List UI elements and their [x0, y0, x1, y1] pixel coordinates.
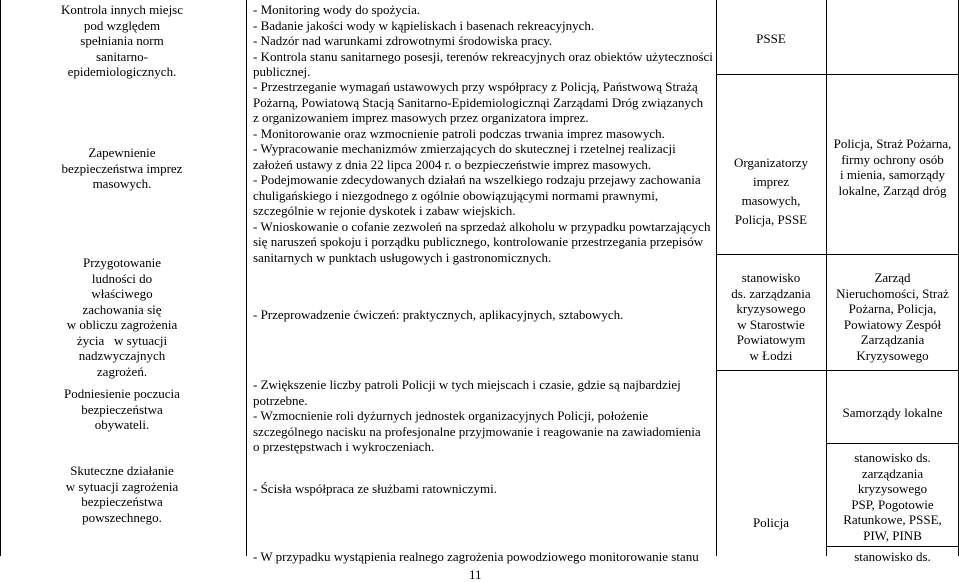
text-line: szczególnie w rejonie dyskotek i zabaw wiejskich.	[253, 203, 516, 218]
text-line: Samorządy lokalne	[842, 405, 943, 420]
text-line: Pożarna, Policja,	[848, 301, 937, 316]
table-border	[716, 254, 959, 255]
text-line: publicznej.	[253, 64, 311, 79]
text-line: Przygotowanie	[83, 255, 161, 270]
text-line: PSSE	[756, 31, 786, 46]
tasks-flood-monitoring	[253, 549, 713, 565]
text-line: Policja	[752, 515, 790, 530]
text-line: - Kontrola stanu sanitarnego posesji, terenów rekreacyjnych oraz obiektów użyteczności	[253, 48, 713, 64]
text-line: - Wnioskowanie o cofanie zezwoleń na sprzedaż alkoholu w przypadku powtarzających	[253, 218, 711, 234]
goal-citizen-safety	[2, 386, 242, 433]
text-line: właściwego	[91, 286, 153, 301]
text-line: kryzysowego	[736, 301, 806, 316]
text-line: o przestępstwach i wykroczeniach.	[253, 439, 435, 454]
partners-flood	[827, 549, 958, 565]
text-line: obywateli.	[94, 417, 150, 432]
text-line: Ratunkowe, PSSE,	[843, 512, 942, 527]
text-line: - Nadzór nad warunkami zdrowotnymi środowiska pracy.	[253, 33, 553, 48]
partners-patrols	[827, 405, 958, 421]
text-line: Nieruchomości, Straż	[836, 285, 949, 301]
text-line: pod względem	[83, 17, 161, 33]
partners-exercises	[827, 270, 958, 363]
text-line: Kryzysowego	[856, 347, 929, 363]
text-line: - Wypracowanie mechanizmów zmierzających do skutecznej i rzetelnej realizacji	[253, 141, 676, 156]
text-line: w sytuacji zagrożenia	[65, 478, 179, 494]
text-line: masowych.	[92, 176, 152, 191]
tasks-sanitary	[253, 2, 713, 80]
text-line: chuligańskiego i niezgodnego z ogólnie obowiązującymi normami prawnymi,	[253, 187, 659, 203]
text-line: - Przestrzeganie wymagań ustawowych przy współpracy z Policją, Państwową Strażą	[253, 79, 698, 94]
tasks-rescue-cooperation	[253, 481, 713, 497]
partners-mass-events	[827, 136, 958, 198]
text-line: powszechnego.	[82, 509, 162, 525]
text-line: firmy ochrony osób	[841, 151, 944, 167]
text-line: bezpieczeństwa imprez	[61, 160, 183, 176]
text-line: stanowisko ds.	[854, 450, 931, 465]
text-line: imprez	[752, 174, 790, 189]
text-line: w obliczu zagrożenia	[66, 317, 178, 332]
text-line: nadzwyczajnych	[78, 348, 166, 363]
text-line: i mienia, samorządy	[839, 167, 946, 182]
text-line: Skuteczne działanie	[70, 463, 174, 478]
tasks-exercises	[253, 307, 713, 323]
responsible-police	[717, 515, 825, 531]
text-line: bezpieczeństwa	[81, 401, 163, 417]
table-border	[716, 370, 959, 371]
text-line: Zarząd	[874, 270, 911, 285]
text-line: założeń ustawy z dnia 22 lipca 2004 r. o bezpieczeństwie imprez masowych.	[253, 156, 652, 172]
table-border	[246, 0, 247, 556]
table-border	[0, 0, 1, 556]
text-line: ds. zarządzania	[731, 285, 811, 301]
text-line: szczególnego nacisku na profesjonalne przyjmowanie i reagowanie na zawiadomienia	[253, 423, 701, 439]
text-line: sanitarnych w punktach usługowych i gastronomicznych.	[253, 249, 552, 265]
text-line: Powiatowym	[736, 332, 806, 347]
text-line: Policja, PSSE	[734, 212, 808, 227]
table-border	[716, 74, 959, 75]
text-line: sanitarno-	[96, 48, 148, 64]
goal-emergency-action	[2, 463, 242, 525]
text-line: bezpieczeństwa	[81, 494, 163, 509]
text-line: Kontrola innych miejsc	[60, 2, 184, 17]
goal-mass-events-safety	[2, 145, 242, 192]
text-line: w Łodzi	[749, 347, 793, 363]
text-line: PIW, PINB	[863, 527, 922, 543]
responsible-sanitary	[717, 31, 825, 47]
text-line: PSP, Pogotowie	[851, 496, 934, 512]
text-line: - W przypadku wystąpienia realnego zagrożenia powodziowego monitorowanie stanu	[253, 549, 699, 564]
responsible-exercises	[717, 270, 825, 363]
page-number: 11	[469, 567, 482, 582]
text-line: potrzebne.	[253, 392, 308, 408]
text-line: stanowisko ds.	[854, 549, 931, 564]
text-line: epidemiologicznych.	[67, 64, 177, 79]
text-line: Policja, Straż Pożarna,	[833, 136, 952, 151]
text-line: ludności do	[91, 270, 153, 286]
text-line: masowych,	[741, 193, 801, 208]
text-line: - Monitoring wody do spożycia.	[253, 2, 421, 17]
text-line: się naruszeń spokoju i porządku publicznego, kontrolowanie przestrzegania przepisów	[253, 234, 704, 249]
text-line: Pożarną, Powiatową Stacją Sanitarno-Epidemiologicznąi Zarządami Dróg związanych	[253, 94, 704, 110]
text-line: życia w sytuacji	[76, 332, 168, 348]
tasks-police-patrols	[253, 377, 713, 455]
text-line: zachowania się	[82, 301, 162, 317]
text-line: Powiatowy Zespół	[843, 316, 942, 332]
text-line: zarządzania	[861, 465, 924, 481]
table-border	[826, 546, 959, 547]
text-line: - Przeprowadzenie ćwiczeń: praktycznych, aplikacyjnych, sztabowych.	[253, 307, 624, 322]
responsible-mass-events	[717, 153, 825, 229]
text-line: - Wzmocnienie roli dyżurnych jednostek organizacyjnych Policji, położenie	[253, 408, 649, 423]
text-line: - Monitorowanie oraz wzmocnienie patroli podczas trwania imprez masowych.	[253, 125, 665, 141]
goal-population-preparedness	[2, 255, 242, 379]
text-line: spełniania norm	[80, 33, 164, 48]
text-line: Podniesienie poczucia	[64, 386, 180, 401]
text-line: - Badanie jakości wody w kąpieliskach i basenach rekreacyjnych.	[253, 17, 595, 33]
text-line: z organizowaniem imprez masowych przez organizatora imprez.	[253, 110, 589, 125]
table-border	[826, 443, 959, 444]
text-line: - Podejmowanie zdecydowanych działań na wszelkiego rodzaju przejawy zachowania	[253, 172, 701, 187]
text-line: zagrożeń.	[96, 363, 148, 379]
text-line: w Starostwie	[737, 316, 805, 332]
partners-rescue	[827, 450, 958, 543]
text-line: Zapewnienie	[88, 145, 156, 160]
text-line: stanowisko	[741, 270, 801, 285]
text-line: - Ścisła współpraca ze służbami ratowniczymi.	[253, 481, 498, 496]
tasks-mass-events	[253, 79, 713, 265]
goal-sanitary-control	[2, 2, 242, 80]
text-line: kryzysowego	[857, 481, 928, 496]
text-line: - Zwiększenie liczby patroli Policji w tych miejscach i czasie, gdzie są najbardziej	[253, 377, 681, 392]
text-line: lokalne, Zarząd dróg	[838, 182, 947, 198]
text-line: Organizatorzy	[733, 155, 809, 170]
text-line: Zarządzania	[860, 332, 925, 347]
